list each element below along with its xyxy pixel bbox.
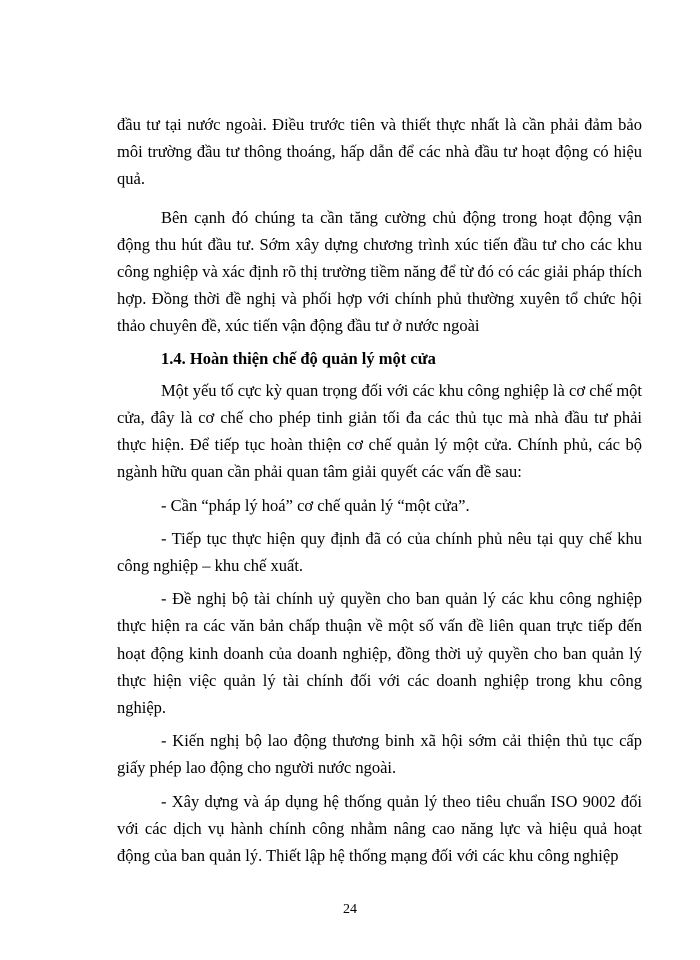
body-text xyxy=(117,111,642,869)
paragraph-one-stop-mechanism: Một yếu tố cực kỳ quan trọng đối với các khu công nghiệp là cơ chế một cửa, đây là cơ chế cho phép tinh giản tối đa các thủ tục mà nhà đầu tư phải thực hiện. Để tiếp tục hoàn thiện cơ chế quản lý một cửa. Chính phủ, các bộ ngành hữu quan cần phải quan tâm giải quyết các vấn đề sau: xyxy=(117,380,642,482)
list-item-finance-authority: - Đề nghị bộ tài chính uỷ quyền cho ban quản lý các khu công nghiệp thực hiện ra các văn bản chấp thuận về một số vấn đề liên quan trực tiếp đến hoạt động kinh doanh của doanh nghiệp, đồng thời uỷ quyền cho ban quản lý thực hiện việc quản lý tài chính đối với các doanh nghiệp trong khu công nghiệp. xyxy=(117,589,642,718)
list-item-regulations: - Tiếp tục thực hiện quy định đã có của chính phủ nêu tại quy chế khu công nghiệp – khu chế xuất. xyxy=(117,528,642,576)
list-item-legalize: - Cần “pháp lý hoá” cơ chế quản lý “một cửa”. xyxy=(161,495,470,515)
paragraph-investment-promotion: Bên cạnh đó chúng ta cần tăng cường chủ động trong hoạt động vận động thu hút đầu tư. Sớm xây dựng chương trình xúc tiến đầu tư cho các khu công nghiệp và xác định rõ thị trường tiềm năng để từ đó có các giải pháp thích hợp. Đồng thời đề nghị và phối hợp với chính phủ thường xuyên tổ chức hội thảo chuyên đề, xúc tiến vận động đầu tư ở nước ngoài xyxy=(117,207,642,336)
list-item-iso: - Xây dựng và áp dụng hệ thống quản lý theo tiêu chuẩn ISO 9002 đối với các dịch vụ hành chính công nhằm nâng cao năng lực và hiệu quả hoạt động của ban quản lý. Thiết lập hệ thống mạng đối với các khu công nghiệp xyxy=(117,791,642,866)
page-number: 24 xyxy=(343,902,357,917)
list-item-labor-permit: - Kiến nghị bộ lao động thương binh xã hội sớm cải thiện thủ tục cấp giấy phép lao động cho người nước ngoài. xyxy=(117,731,642,778)
paragraph-continuation: đầu tư tại nước ngoài. Điều trước tiên và thiết thực nhất là cần phải đảm bảo môi trường đầu tư thông thoáng, hấp dẫn để các nhà đầu tư hoạt động có hiệu quả. xyxy=(117,115,642,189)
section-heading: 1.4. Hoàn thiện chế độ quản lý một cửa xyxy=(161,348,436,368)
